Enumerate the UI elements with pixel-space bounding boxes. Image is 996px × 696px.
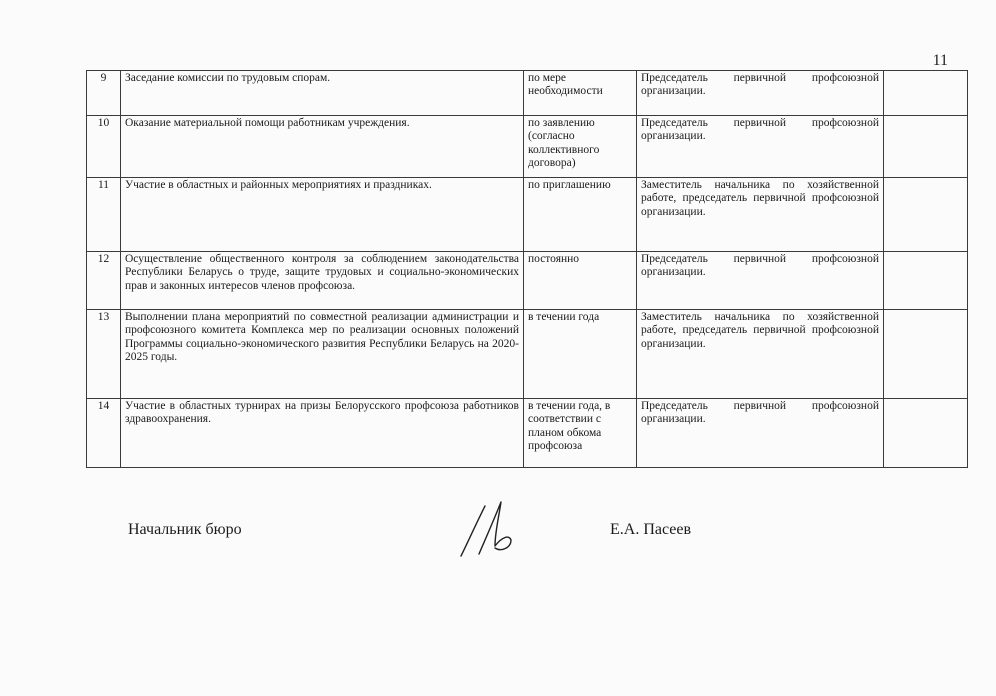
term-cell: в течении года, в соответствии с планом обкома профсоюза — [524, 399, 637, 468]
term-cell: по мере необходимости — [524, 71, 637, 116]
responsible-cell: Заместитель начальника по хозяйственной работе, председатель первичной профсоюзной организации. — [637, 310, 884, 399]
event-cell: Участие в областных и районных мероприятиях и праздниках. — [121, 178, 524, 252]
responsible-cell: Заместитель начальника по хозяйственной работе, председатель первичной профсоюзной организации. — [637, 178, 884, 252]
term-cell: по приглашению — [524, 178, 637, 252]
row-number: 10 — [87, 116, 121, 178]
table-row — [87, 116, 968, 178]
page-number: 11 — [932, 52, 948, 69]
table-row — [87, 178, 968, 252]
row-number: 11 — [87, 178, 121, 252]
event-cell: Выполнении плана мероприятий по совместной реализации администрации и профсоюзного комитета Комплекса мер по реализации основных положений Программы социально-экономического развития Республики Беларусь на 2020-2025 годы. — [121, 310, 524, 399]
term-cell: по заявлению (согласно коллективного договора) — [524, 116, 637, 178]
event-cell: Заседание комиссии по трудовым спорам. — [121, 71, 524, 116]
table-row — [87, 71, 968, 116]
note-cell — [884, 310, 968, 399]
note-cell — [884, 71, 968, 116]
term-cell: постоянно — [524, 252, 637, 310]
responsible-cell: Председатель первичной профсоюзной организации. — [637, 116, 884, 178]
table-row — [87, 399, 968, 468]
responsible-cell: Председатель первичной профсоюзной организации. — [637, 252, 884, 310]
event-cell: Участие в областных турнирах на призы Белорусского профсоюза работников здравоохранения. — [121, 399, 524, 468]
note-cell — [884, 178, 968, 252]
row-number: 9 — [87, 71, 121, 116]
term-cell: в течении года — [524, 310, 637, 399]
row-number: 14 — [87, 399, 121, 468]
handwritten-signature — [455, 496, 535, 564]
table-row — [87, 310, 968, 399]
responsible-cell: Председатель первичной профсоюзной организации. — [637, 399, 884, 468]
row-number: 13 — [87, 310, 121, 399]
signatory-name: Е.А. Пасеев — [610, 521, 692, 538]
event-cell: Оказание материальной помощи работникам учреждения. — [121, 116, 524, 178]
events-table — [86, 70, 968, 468]
note-cell — [884, 399, 968, 468]
row-number: 12 — [87, 252, 121, 310]
note-cell — [884, 252, 968, 310]
table-row — [87, 252, 968, 310]
signatory-position: Начальник бюро — [128, 521, 242, 538]
note-cell — [884, 116, 968, 178]
event-cell: Осуществление общественного контроля за соблюдением законодательства Республики Беларусь о труде, защите трудовых и социально-экономических прав и законных интересов членов профсоюза. — [121, 252, 524, 310]
responsible-cell: Председатель первичной профсоюзной организации. — [637, 71, 884, 116]
